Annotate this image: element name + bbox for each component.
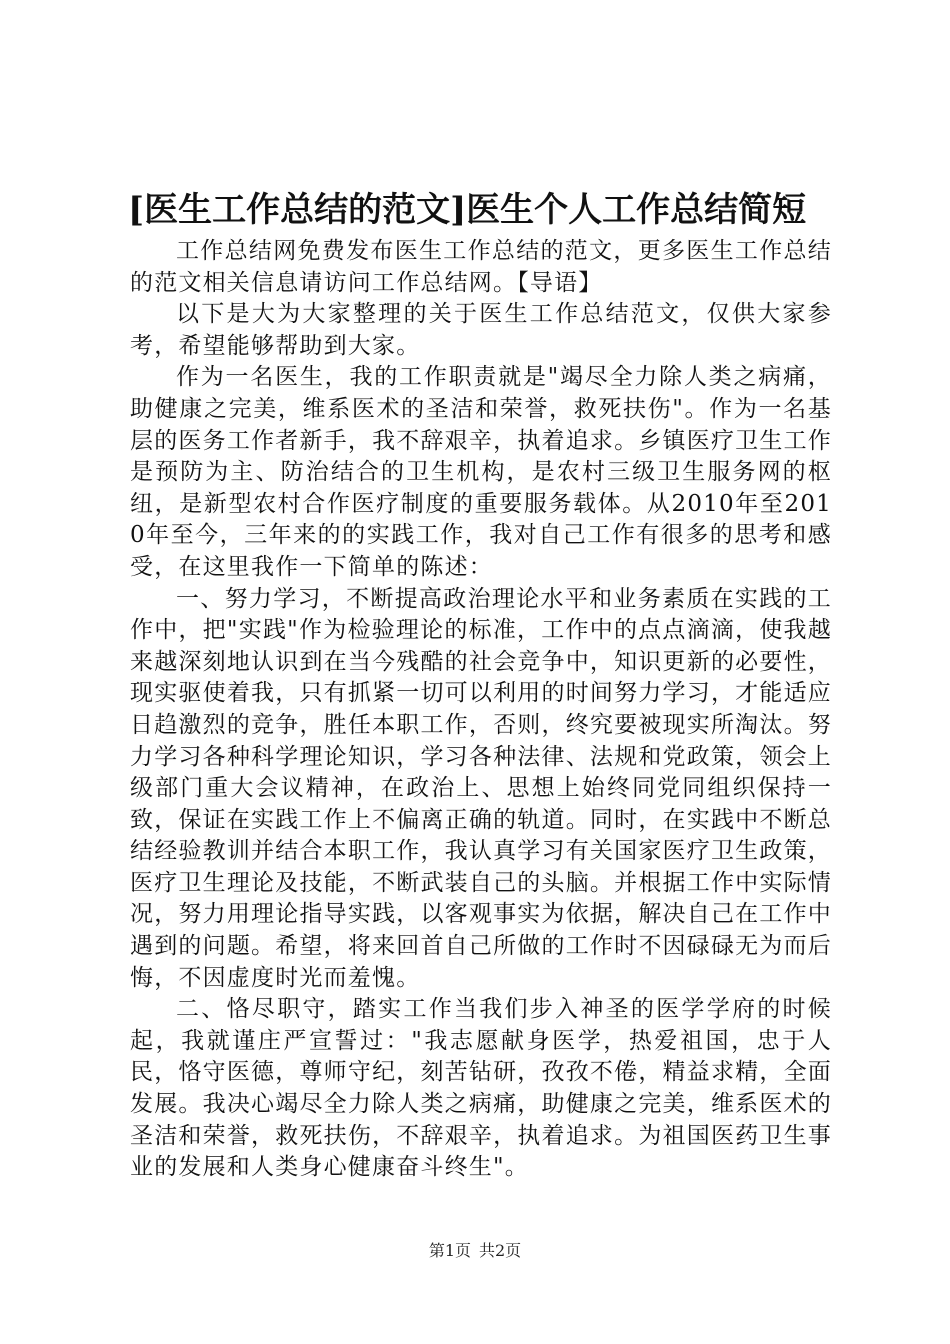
paragraph-duties: 作为一名医生，我的工作职责就是"竭尽全力除人类之病痛，助健康之完美，维系医术的圣洁和荣誉，救死扶伤"。作为一名基层的医务工作者新手，我不辞艰辛，执着追求。乡镇医疗卫生工作是预防为主、防治结合的卫生机构，是农村三级卫生服务网的枢纽，是新型农村合作医疗制度的重要服务载体。从2010年至2010年至今，三年来的的实践工作，我对自己工作有很多的思考和感受，在这里我作一下简单的陈述： — [130, 364, 832, 580]
document-body — [130, 236, 832, 1184]
document-title: [医生工作总结的范文]医生个人工作总结简短 — [128, 190, 807, 230]
page-footer — [0, 1240, 950, 1262]
paragraph-preface: 以下是大为大家整理的关于医生工作总结范文，仅供大家参考，希望能够帮助到大家。 — [130, 301, 832, 359]
paragraph-section-one: 一、努力学习，不断提高政治理论水平和业务素质在实践的工作中，把"实践"作为检验理论的标准，工作中的点点滴滴，使我越来越深刻地认识到在当今残酷的社会竞争中，知识更新的必要性，现实驱使着我，只有抓紧一切可以利用的时间努力学习，才能适应日趋激烈的竞争，胜任本职工作，否则，终究要被现实所淘汰。努力学习各种科学理论知识，学习各种法律、法规和党政策，领会上级部门重大会议精神，在政治上、思想上始终同党同组织保持一致，保证在实践工作上不偏离正确的轨道。同时，在实践中不断总结经验教训并结合本职工作，我认真学习有关国家医疗卫生政策，医疗卫生理论及技能，不断武装自己的头脑。并根据工作中实际情况，努力用理论指导实践，以客观事实为依据，解决自己在工作中遇到的问题。希望，将来回首自己所做的工作时不因碌碌无为而后悔，不因虚度时光而羞愧。 — [130, 585, 832, 991]
page-number: 第1页 — [428, 1241, 471, 1260]
paragraph-section-two: 二、恪尽职守，踏实工作当我们步入神圣的医学学府的时候起，我就谨庄严宣誓过："我志愿献身医学，热爱祖国，忠于人民，恪守医德，尊师守纪，刻苦钻研，孜孜不倦，精益求精，全面发展。我决心竭尽全力除人类之病痛，助健康之完美，维系医术的圣洁和荣誉，救死扶伤，不辞艰辛，执着追求。为祖国医药卫生事业的发展和人类身心健康奋斗终生"。 — [130, 996, 832, 1181]
paragraph-intro: 工作总结网免费发布医生工作总结的范文，更多医生工作总结的范文相关信息请访问工作总结网。【导语】 — [130, 238, 832, 296]
page-count: 共2页 — [479, 1241, 522, 1260]
